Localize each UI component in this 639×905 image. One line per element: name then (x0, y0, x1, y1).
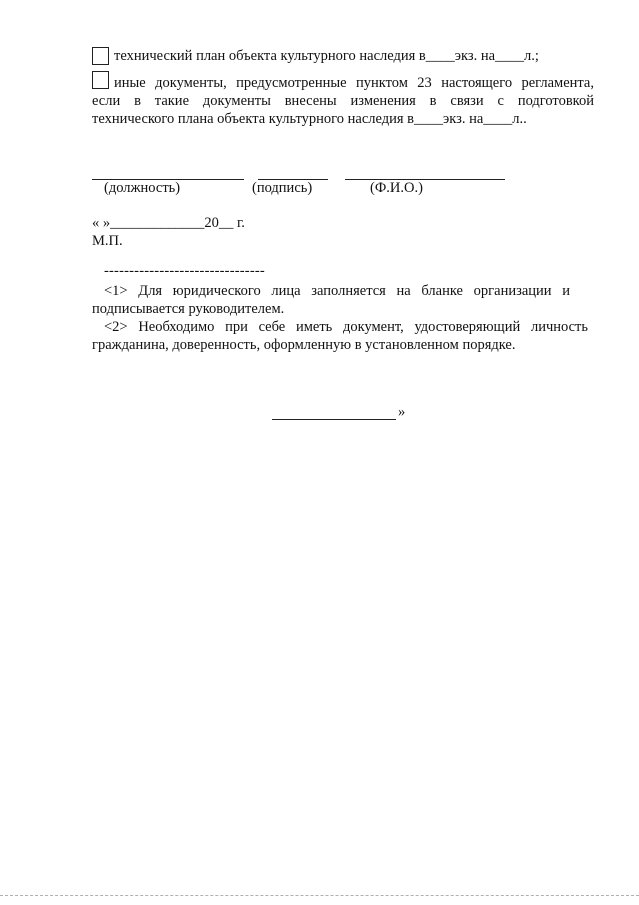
checkbox-other-documents[interactable] (92, 71, 109, 89)
stamp-label: М.П. (92, 233, 123, 249)
name-line (345, 179, 505, 180)
footnote-1-line1: <1> Для юридического лица заполняется на бланке организации и (104, 283, 570, 299)
item-other-documents-line1: иные документы, предусмотренные пунктом 23 настоящего регламента, (114, 75, 594, 91)
item-other-documents-line3: технического плана объекта культурного наследия в____экз. на____л.. (92, 111, 527, 127)
closing-line (272, 419, 396, 420)
item-other-documents-line2: если в такие документы внесены изменения в связи с подготовкой (92, 93, 594, 109)
name-label: (Ф.И.О.) (370, 180, 423, 196)
signature-label: (подпись) (252, 180, 313, 196)
page-bottom-edge (0, 895, 639, 896)
closing-quote: » (398, 404, 406, 420)
footnote-1-line2: подписывается руководителем. (92, 301, 285, 317)
position-label: (должность) (104, 180, 181, 196)
item-technical-plan-text: технический план объекта культурного наследия в____экз. на____л.; (114, 48, 539, 64)
footnote-2-line1: <2> Необходимо при себе иметь документ, удостоверяющий личность (104, 319, 588, 335)
checkbox-technical-plan[interactable] (92, 47, 109, 65)
footnote-separator: -------------------------------- (104, 263, 265, 279)
footnote-2-line2: гражданина, доверенность, оформленную в установленном порядке. (92, 337, 516, 353)
date-line: « »_____________20__ г. (92, 215, 245, 231)
